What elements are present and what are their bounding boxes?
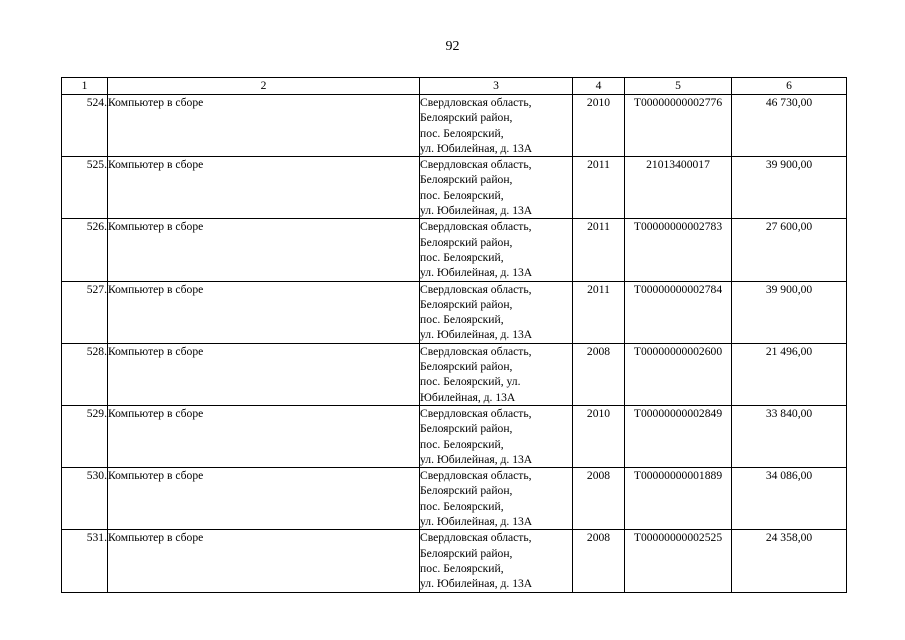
table-row [62,157,847,219]
item-name: Компьютер в сборе [108,281,420,343]
address-line: пос. Белоярский, [420,437,504,451]
address-line: Свердловская область, [420,220,532,234]
address-line: пос. Белоярский, [420,499,504,513]
item-year: 2008 [573,530,625,592]
address-line: пос. Белоярский, [420,126,504,140]
column-header-4: 4 [573,78,625,95]
row-number: 530. [62,468,108,530]
address-line: Свердловская область, [420,531,532,545]
table-row [62,219,847,281]
row-number: 528. [62,343,108,405]
item-address [420,343,573,405]
table-row [62,343,847,405]
column-header-5: 5 [625,78,732,95]
address-line: Свердловская область, [420,344,532,358]
address-line: ул. Юбилейная, д. 13А [420,328,533,342]
row-number: 526. [62,219,108,281]
inventory-number: Т00000000001889 [625,468,732,530]
address-line: ул. Юбилейная, д. 13А [420,141,533,155]
item-address [420,405,573,467]
item-year: 2010 [573,405,625,467]
address-line: Белоярский район, [420,422,513,436]
row-number: 524. [62,95,108,157]
table-row [62,281,847,343]
item-cost: 46 730,00 [732,95,847,157]
item-year: 2011 [573,157,625,219]
column-header-1: 1 [62,78,108,95]
column-header-2: 2 [108,78,420,95]
inventory-number: Т00000000002849 [625,405,732,467]
address-line: ул. Юбилейная, д. 13А [420,515,533,529]
address-line: ул. Юбилейная, д. 13А [420,577,533,591]
item-cost: 21 496,00 [732,343,847,405]
row-number: 527. [62,281,108,343]
item-year: 2011 [573,281,625,343]
address-line: Белоярский район, [420,546,513,560]
item-year: 2008 [573,343,625,405]
address-line: Свердловская область, [420,96,532,109]
item-address [420,530,573,592]
item-address [420,468,573,530]
item-year: 2010 [573,95,625,157]
item-year: 2008 [573,468,625,530]
property-registry-table [61,77,847,593]
item-name: Компьютер в сборе [108,95,420,157]
table-row [62,530,847,592]
address-line: Белоярский район, [420,297,513,311]
address-line: Белоярский район, [420,111,513,125]
item-name: Компьютер в сборе [108,157,420,219]
item-address [420,281,573,343]
item-name: Компьютер в сборе [108,530,420,592]
address-line: ул. Юбилейная, д. 13А [420,452,533,466]
address-line: ул. Юбилейная, д. 13А [420,266,533,280]
page-number: 92 [445,39,460,54]
item-name: Компьютер в сборе [108,468,420,530]
inventory-number: Т00000000002525 [625,530,732,592]
address-line: Белоярский район, [420,173,513,187]
address-line: пос. Белоярский, [420,561,504,575]
item-year: 2011 [573,219,625,281]
inventory-number: Т00000000002784 [625,281,732,343]
row-number: 531. [62,530,108,592]
item-cost: 39 900,00 [732,157,847,219]
inventory-number: Т00000000002600 [625,343,732,405]
row-number: 525. [62,157,108,219]
address-line: пос. Белоярский, [420,250,504,264]
address-line: Свердловская область, [420,406,532,420]
column-header-6: 6 [732,78,847,95]
item-address [420,95,573,157]
table-body [62,95,847,593]
address-line: Свердловская область, [420,158,532,172]
item-cost: 39 900,00 [732,281,847,343]
address-line: Белоярский район, [420,235,513,249]
address-line: пос. Белоярский, ул. [420,375,521,389]
table-row [62,405,847,467]
table-row [62,468,847,530]
item-name: Компьютер в сборе [108,405,420,467]
address-line: пос. Белоярский, [420,188,504,202]
address-line: Юбилейная, д. 13А [420,390,516,404]
item-cost: 34 086,00 [732,468,847,530]
inventory-number: 21013400017 [625,157,732,219]
address-line: Белоярский район, [420,360,513,374]
item-cost: 27 600,00 [732,219,847,281]
item-name: Компьютер в сборе [108,219,420,281]
item-name: Компьютер в сборе [108,343,420,405]
row-number: 529. [62,405,108,467]
item-address [420,157,573,219]
address-line: Белоярский район, [420,484,513,498]
item-address [420,219,573,281]
address-line: Свердловская область, [420,282,532,296]
address-line: Свердловская область, [420,469,532,483]
inventory-number: Т00000000002783 [625,219,732,281]
header-row [62,78,847,95]
column-header-3: 3 [420,78,573,95]
address-line: пос. Белоярский, [420,313,504,327]
inventory-number: Т00000000002776 [625,95,732,157]
table-header [62,78,847,95]
item-cost: 24 358,00 [732,530,847,592]
address-line: ул. Юбилейная, д. 13А [420,204,533,218]
table-row [62,95,847,157]
item-cost: 33 840,00 [732,405,847,467]
